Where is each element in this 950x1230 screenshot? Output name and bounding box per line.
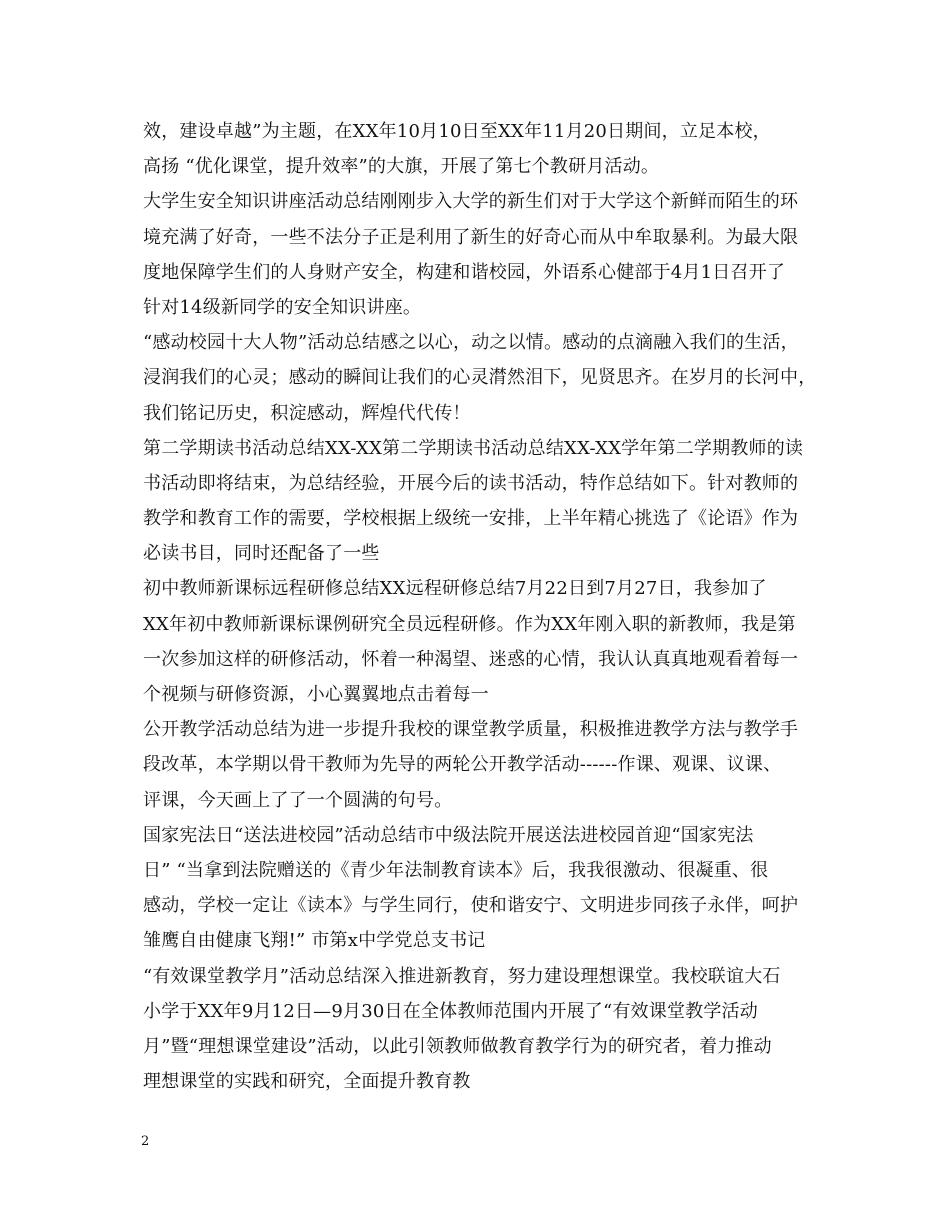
text-line: 雏鹰自由健康飞翔!” 市第x中学党总支书记 <box>143 930 486 952</box>
text-line: 段改革，本学期以骨干教师为先导的两轮公开教学活动------作课、观课、议课、 <box>143 754 782 776</box>
text-line: 评课，今天画上了了一个圆满的句号。 <box>143 789 453 811</box>
body-text <box>143 114 823 1099</box>
text-line: 月”暨“理想课堂建设”活动，以此引领教师做教育教学行为的研究者，着力推动 <box>143 1035 772 1057</box>
text-line: 初中教师新课标远程研修总结XX远程研修总结7月22日到7月27日，我参加了 <box>143 578 767 600</box>
text-line: 我们铭记历史，积淀感动，辉煌代代传！ <box>143 402 471 424</box>
text-line: 度地保障学生们的人身财产安全，构建和谐校园，外语系心健部于4月1日召开了 <box>143 261 786 283</box>
text-line: “有效课堂教学月”活动总结深入推进新教育，努力建设理想课堂。我校联谊大石 <box>143 965 781 987</box>
text-line: 浸润我们的心灵；感动的瞬间让我们的心灵潸然泪下，见贤思齐。在岁月的长河中， <box>143 367 817 389</box>
text-line: 个视频与研修资源，小心翼翼地点击着每一 <box>143 684 489 705</box>
text-line: “感动校园十大人物”活动总结感之以心，动之以情。感动的点滴融入我们的生活， <box>143 332 799 354</box>
text-line: 公开教学活动总结为进一步提升我校的课堂教学质量，积极推进教学方法与教学手 <box>143 719 799 741</box>
text-line: 小学于XX年9月12日—9月30日在全体教师范围内开展了“有效课堂教学活动 <box>143 1000 758 1022</box>
text-line: 效，建设卓越”为主题，在XX年10月10日至XX年11月20日期间，立足本校， <box>143 121 771 142</box>
text-line: 感动，学校一定让《读本》与学生同行，使和谐安宁、文明进步同孩子永伴，呵护 <box>143 895 799 917</box>
text-line: 理想课堂的实践和研究，全面提升教育教 <box>143 1071 471 1093</box>
text-line: XX年初中教师新课标课例研究全员远程研修。作为XX年刚入职的新教师，我是第 <box>143 613 796 635</box>
text-line: 高扬 “优化课堂，提升效率”的大旗，开展了第七个教研月活动。 <box>143 156 660 178</box>
text-line: 日” “当拿到法院赠送的《青少年法制教育读本》后，我我很激动、很凝重、很 <box>143 859 769 881</box>
page-number: 2 <box>141 1134 150 1149</box>
text-line: 大学生安全知识讲座活动总结刚刚步入大学的新生们对于大学这个新鲜而陌生的环 <box>143 191 799 213</box>
text-line: 书活动即将结束，为总结经验，开展今后的读书活动，特作总结如下。针对教师的 <box>143 472 799 494</box>
text-line: 必读书目，同时还配备了一些 <box>143 543 380 565</box>
text-line: 第二学期读书活动总结XX-XX第二学期读书活动总结XX-XX学年第二学期教师的读 <box>143 437 804 459</box>
text-line: 针对14级新同学的安全知识讲座。 <box>143 296 422 318</box>
text-line: 境充满了好奇，一些不法分子正是利用了新生的好奇心而从中牟取暴利。为最大限 <box>143 226 799 248</box>
text-line: 教学和教育工作的需要，学校根据上级统一安排，上半年精心挑选了《论语》作为 <box>143 508 799 530</box>
text-line: 国家宪法日“送法进校园”活动总结市中级法院开展送法进校园首迎“国家宪法 <box>143 824 754 846</box>
text-line: 一次参加这样的研修活动，怀着一种渴望、迷惑的心情，我认认真真地观看着每一 <box>143 648 799 670</box>
